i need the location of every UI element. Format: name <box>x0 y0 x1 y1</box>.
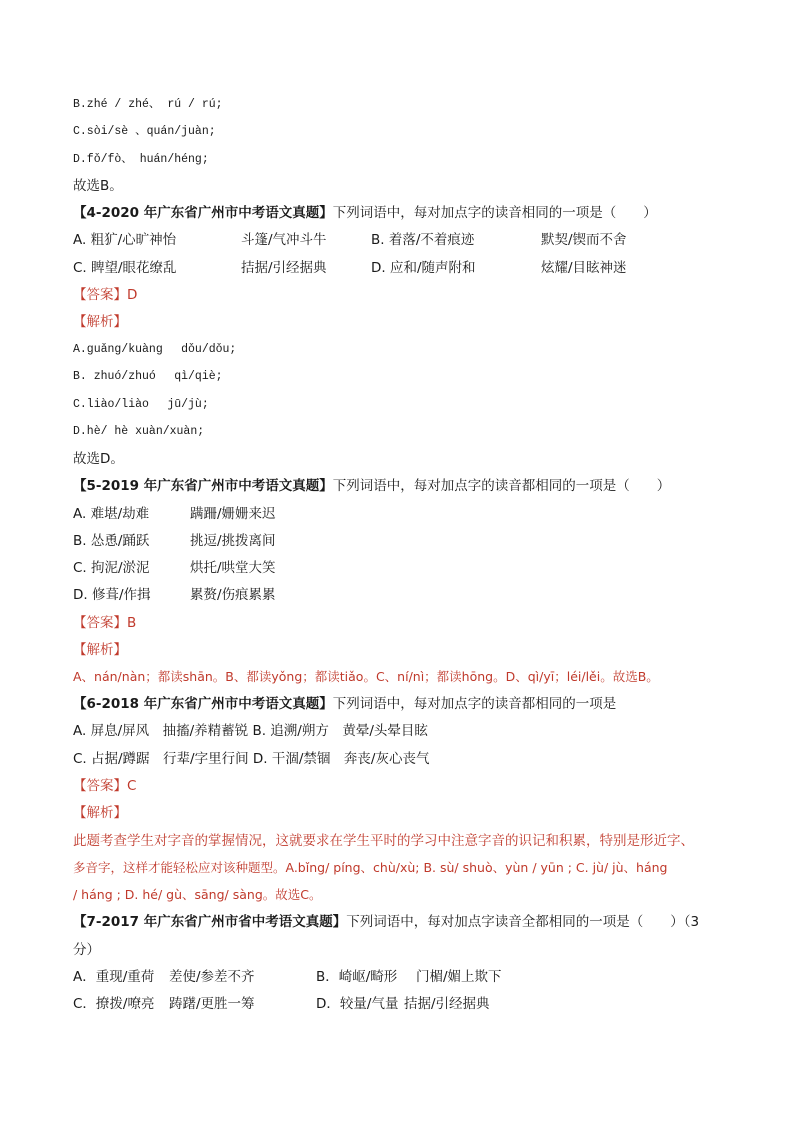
q4-option-c-pair: 拮据/引经据典 <box>241 260 327 276</box>
q6-options-row1: A. 屏息/屏风 抽搐/养精蓄锐 B. 追溯/朔方 黄晕/头晕目眩 <box>73 723 428 739</box>
q5-option-c-label: C. 拘泥/淤泥 <box>73 560 150 576</box>
q5-option-a-pair: 蹒跚/姗姗来迟 <box>190 506 276 522</box>
q5-analysis: A、nán/nàn；都读shān。B、都读yǒng；都读tiǎo。C、ní/nì；都读hōng。D、qì/yī；léi/lěi。故选B。 <box>73 669 659 684</box>
q6-analysis-line1: 此题考查学生对字音的掌握情况，这就要求在学生平时的学习中注意字音的识记和积累，特别是形近字、 <box>73 833 694 849</box>
q7-option-d-pair: 拮据/引经据典 <box>404 996 490 1012</box>
q4-header: 【4-2020 年广东省广州市中考语文真题】 <box>73 205 333 221</box>
q4-stem: 下列词语中，每对加点字的读音相同的一项是（ ） <box>332 205 657 221</box>
q7-option-c-pair: 踌躇/更胜一筹 <box>169 996 255 1012</box>
q5-option-b-pair: 挑逗/挑拨离间 <box>190 533 276 549</box>
q4-option-b-label: B. 着落/不着痕迹 <box>371 232 475 248</box>
q4-option-c-label: C. 睥望/眼花缭乱 <box>73 260 177 276</box>
q5-stem-line <box>73 477 670 495</box>
q4-option-a-pair: 斗篷/气冲斗牛 <box>241 232 327 248</box>
q5-answer: 【答案】B <box>73 615 137 631</box>
q7-option-b-label: B．崎岖/畸形 <box>316 969 398 985</box>
prev-analysis-c: C.sòi/sè 、quán/juàn; <box>73 125 216 138</box>
q6-analysis-line2: 多音字，这样才能轻松应对该种题型。A.bǐng/ píng、chù/xù; B. sù/ shuò、yùn / yūn ; C. jù/ jù、háng <box>73 860 668 875</box>
q5-option-d-label: D. 修葺/作揖 <box>73 587 151 603</box>
q4-stem-line <box>73 204 657 222</box>
q5-option-c-pair: 烘托/哄堂大笑 <box>190 560 276 576</box>
q4-analysis-c: C.liào/liào jū/jù; <box>73 398 209 411</box>
q6-analysis-line3: / háng ; D. hé/ gù、sāng/ sàng。故选C。 <box>73 887 322 902</box>
prev-analysis-d: D.fǒ/fò、 huán/héng; <box>73 153 209 166</box>
q5-stem: 下列词语中，每对加点字的读音都相同的一项是（ ） <box>332 478 671 494</box>
q6-analysis-title: 【解析】 <box>73 805 127 821</box>
q4-analysis-a: A.guǎng/kuàng dǒu/dǒu; <box>73 343 237 356</box>
q5-option-d-pair: 累赘/伤痕累累 <box>190 587 276 603</box>
q4-option-d-pair: 炫耀/目眩神迷 <box>541 260 627 276</box>
prev-conclusion: 故选B。 <box>73 178 123 194</box>
q4-answer: 【答案】D <box>73 287 138 303</box>
q4-conclusion: 故选D。 <box>73 451 124 467</box>
q4-analysis-d: D.hè/ hè xuàn/xuàn; <box>73 425 205 438</box>
q4-analysis-b: B. zhuó/zhuó qì/qiè; <box>73 370 223 383</box>
q6-header: 【6-2018 年广东省广州市中考语文真题】 <box>73 696 333 712</box>
q7-option-d-label: D．较量/气量 <box>316 996 399 1012</box>
q7-header: 【7-2017 年广东省广州市省中考语文真题】 <box>73 914 347 930</box>
q7-stem-cont: 分） <box>73 942 100 958</box>
q4-option-b-pair: 默契/锲而不舍 <box>541 232 627 248</box>
q4-analysis-title: 【解析】 <box>73 314 127 330</box>
q7-option-b-pair: 门楣/媚上欺下 <box>416 969 502 985</box>
q7-stem: 下列词语中，每对加点字读音全都相同的一项是（ ）（3 <box>346 914 700 930</box>
q5-option-b-label: B. 怂恿/踊跃 <box>73 533 150 549</box>
q7-option-c-label: C．撩拨/嘹亮 <box>73 996 155 1012</box>
q5-header: 【5-2019 年广东省广州市中考语文真题】 <box>73 478 333 494</box>
q7-stem-line <box>73 913 699 931</box>
q4-option-d-label: D. 应和/随声附和 <box>371 260 476 276</box>
q6-options-row2: C. 占据/蹲踞 行辈/字里行间 D. 干涸/禁锢 奔丧/灰心丧气 <box>73 751 430 767</box>
q6-answer: 【答案】C <box>73 778 137 794</box>
q7-option-a-pair: 差使/参差不齐 <box>169 969 255 985</box>
q7-option-a-label: A．重现/重荷 <box>73 969 155 985</box>
prev-analysis-b: B.zhé / zhé、 rú / rú; <box>73 98 223 111</box>
q5-analysis-title: 【解析】 <box>73 642 127 658</box>
q6-stem-line <box>73 695 616 713</box>
q6-stem: 下列词语中，每对加点字的读音都相同的一项是 <box>332 696 617 712</box>
q5-option-a-label: A. 难堪/劫难 <box>73 506 150 522</box>
q4-option-a-label: A. 粗犷/心旷神怡 <box>73 232 177 248</box>
